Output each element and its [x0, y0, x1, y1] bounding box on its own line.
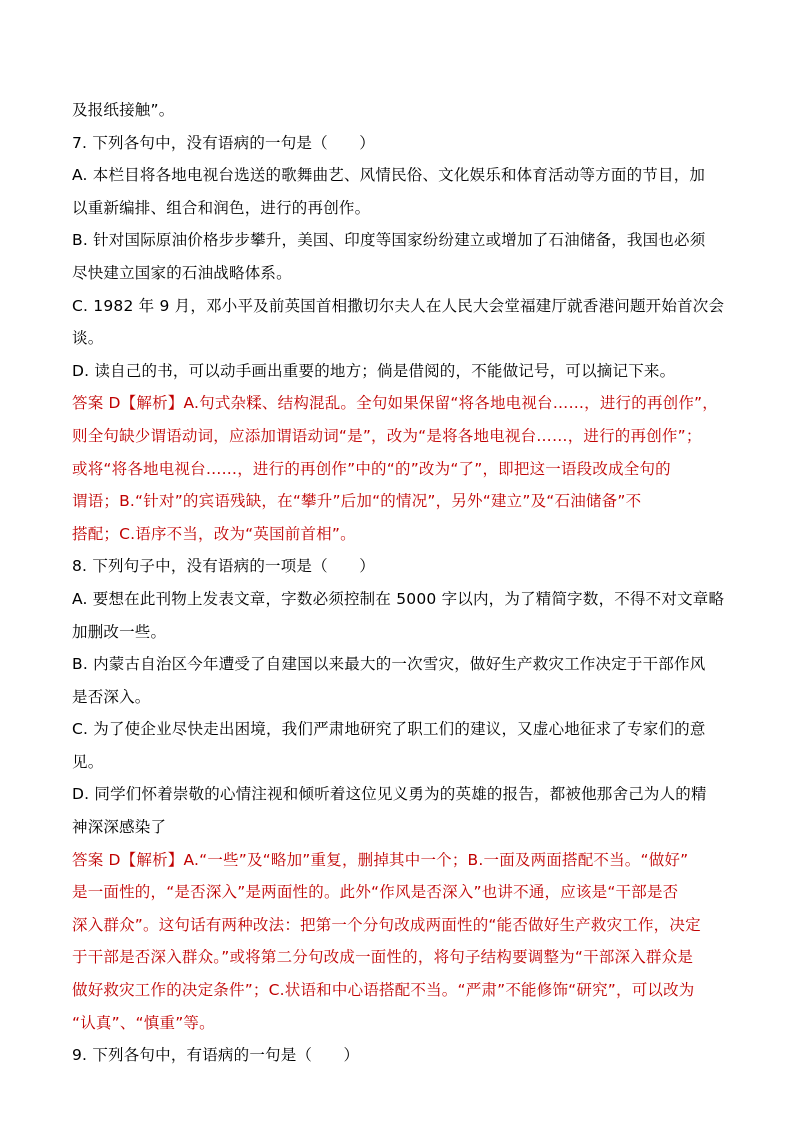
question-7-answer-cont: 或将“将各地电视台……，进行的再创作”中的“的”改为“了”，即把这一语段改成全句的 — [72, 459, 671, 478]
question-7-option-b-cont: 尽快建立国家的石油战略体系。 — [72, 263, 292, 282]
question-8-option-a-cont: 加删改一些。 — [72, 622, 167, 641]
question-8-option-d: D. 同学们怀着崇敬的心情注视和倾听着这位见义勇为的英雄的报告，都被他那舍己为人的精 — [72, 785, 707, 804]
question-8-option-c-cont: 见。 — [72, 752, 104, 771]
continued-text-line: 及报纸接触”。 — [72, 101, 175, 119]
document-page — [72, 100, 728, 1078]
question-7-answer-cont: 谓语；B.“针对”的宾语残缺，在“攀升”后加“的情况”，另外“建立”及“石油储备”不 — [72, 492, 642, 511]
question-8-option-c: C. 为了使企业尽快走出困境，我们严肃地研究了职工们的建议，又虚心地征求了专家们的意 — [72, 720, 706, 739]
question-8-answer-cont: “认真”、“慎重”等。 — [72, 1013, 215, 1032]
question-7-answer-cont: 搭配；C.语序不当，改为“英国前首相”。 — [72, 524, 356, 543]
question-7-option-a: A. 本栏目将各地电视台选送的歌舞曲艺、风情民俗、文化娱乐和体育活动等方面的节目，加 — [72, 166, 706, 185]
question-8-stem: 8. 下列句子中，没有语病的一项是（ ） — [72, 557, 375, 576]
question-8-answer: 答案 D【解析】A.“一些”及“略加”重复，删掉其中一个；B.一面及两面搭配不当。“做好” — [72, 850, 689, 869]
question-8-option-b: B. 内蒙古自治区今年遭受了自建国以来最大的一次雪灾，做好生产救灾工作决定于干部作风 — [72, 655, 706, 674]
question-8-answer-cont: 是一面性的，“是否深入”是两面性的。此外“作风是否深入”也讲不通，应该是“干部是否 — [72, 883, 679, 902]
question-7-answer-cont: 则全句缺少谓语动词，应添加谓语动词“是”，改为“是将各地电视台……，进行的再创作”； — [72, 426, 702, 445]
question-7-stem: 7. 下列各句中，没有语病的一句是（ ） — [72, 133, 375, 152]
question-7-option-b: B. 针对国际原油价格步步攀升，美国、印度等国家纷纷建立或增加了石油储备，我国也必须 — [72, 231, 706, 250]
question-7-answer: 答案 D【解析】A.句式杂糅、结构混乱。全句如果保留“将各地电视台……，进行的再创作”， — [72, 394, 718, 413]
question-8-option-d-cont: 神深深感染了 — [72, 818, 167, 837]
question-8-option-b-cont: 是否深入。 — [72, 687, 151, 706]
question-7-option-d: D. 读自己的书，可以动手画出重要的地方；倘是借阅的，不能做记号，可以摘记下来。 — [72, 361, 676, 380]
question-7-option-a-cont: 以重新编排、组合和润色，进行的再创作。 — [72, 198, 371, 217]
question-9-stem: 9. 下列各句中，有语病的一句是（ ） — [72, 1046, 360, 1065]
question-8-option-a: A. 要想在此刊物上发表文章，字数必须控制在 5000 字以内，为了精简字数，不得不对文章略 — [72, 589, 725, 608]
question-8-answer-cont: 于干部是否深入群众。”或将第二分句改成一面性的，将句子结构要调整为“干部深入群众是 — [72, 948, 694, 967]
question-8-answer-cont: 深入群众”。这句话有两种改法：把第一个分句改成两面性的“能否做好生产救灾工作，决定 — [72, 915, 701, 934]
question-7-option-c-cont: 谈。 — [72, 329, 104, 348]
question-7-option-c: C. 1982 年 9 月，邓小平及前英国首相撒切尔夫人在人民大会堂福建厅就香港问题开始首次会 — [72, 296, 725, 315]
question-8-answer-cont: 做好救灾工作的决定条件”；C.状语和中心语搭配不当。“严肃”不能修饰“研究”，可以改为 — [72, 981, 695, 1000]
